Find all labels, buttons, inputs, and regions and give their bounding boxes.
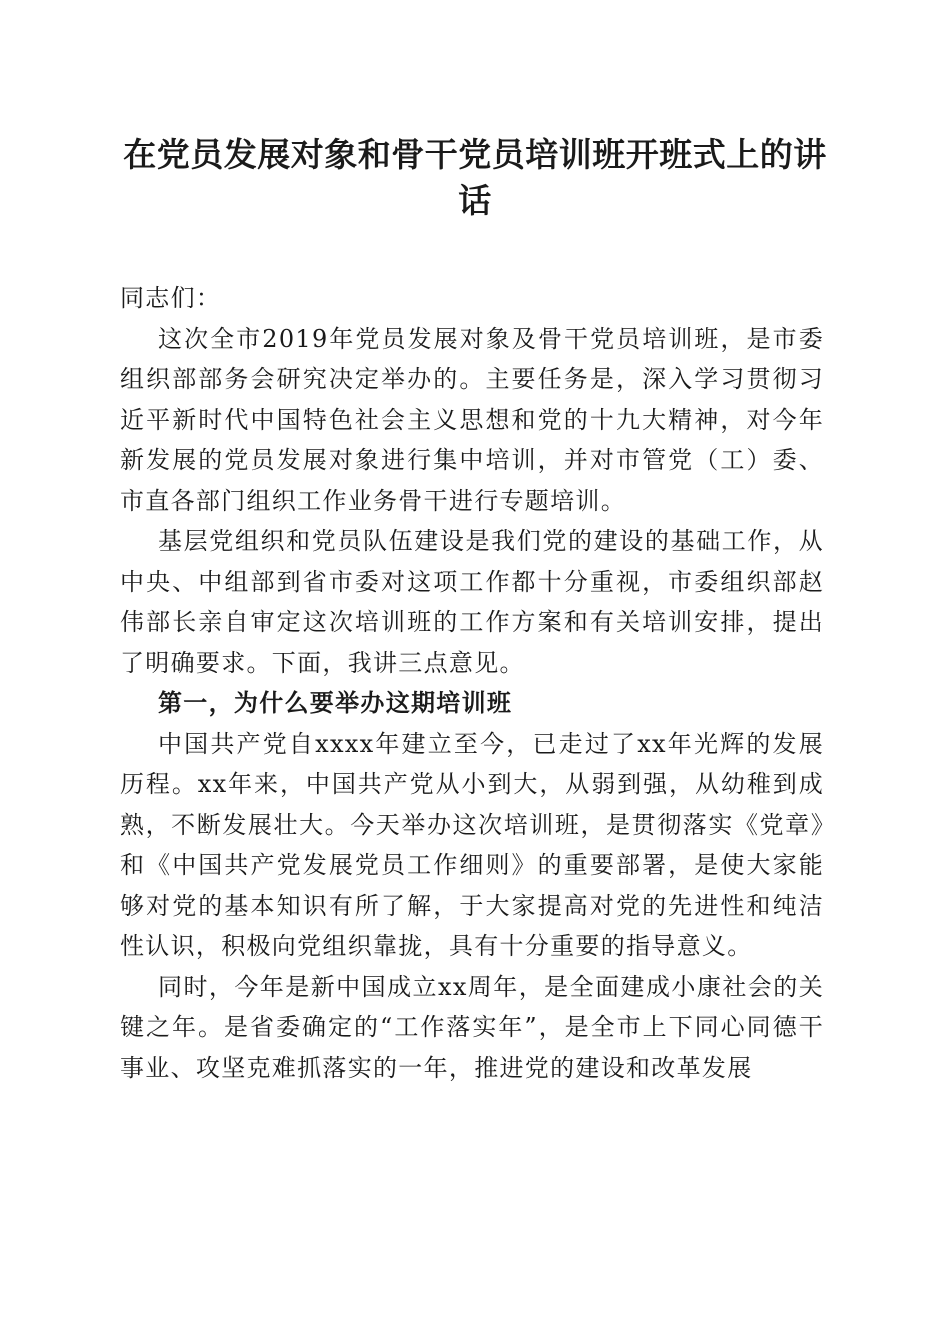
paragraph-context: 基层党组织和党员队伍建设是我们党的建设的基础工作，从中央、中组部到省市委对这项工作都十分重视，市委组织部赵伟部长亲自审定这次培训班的工作方案和有关培训安排，提出了明确要求。下面，我讲三点意见。 — [120, 527, 824, 677]
section-heading: 第一，为什么要举办这期培训班 — [158, 688, 513, 717]
document-body — [120, 278, 824, 1088]
salutation: 同志们： — [120, 284, 222, 312]
paragraph-this-year: 同时，今年是新中国成立xx周年，是全面建成小康社会的关键之年。是省委确定的“工作落实年”，是全市上下同心同德干事业、攻坚克难抓落实的一年，推进党的建设和改革发展 — [120, 972, 824, 1082]
paragraph-intro: 这次全市2019年党员发展对象及骨干党员培训班，是市委组织部部务会研究决定举办的。主要任务是，深入学习贯彻习近平新时代中国特色社会主义思想和党的十九大精神，对今年新发展的党员发展对象进行集中培训，并对市管党（工）委、市直各部门组织工作业务骨干进行专题培训。 — [120, 324, 824, 515]
paragraph-history: 中国共产党自xxxx年建立至今，已走过了xx年光辉的发展历程。xx年来，中国共产党从小到大，从弱到强，从幼稚到成熟，不断发展壮大。今天举办这次培训班，是贯彻落实《党章》和《中国共产党发展党员工作细则》的重要部署，是使大家能够对党的基本知识有所了解，于大家提高对党的先进性和纯洁性认识，积极向党组织靠拢，具有十分重要的指导意义。 — [120, 729, 824, 960]
document-title: 在党员发展对象和骨干党员培训班开班式上的讲话 — [123, 135, 827, 220]
